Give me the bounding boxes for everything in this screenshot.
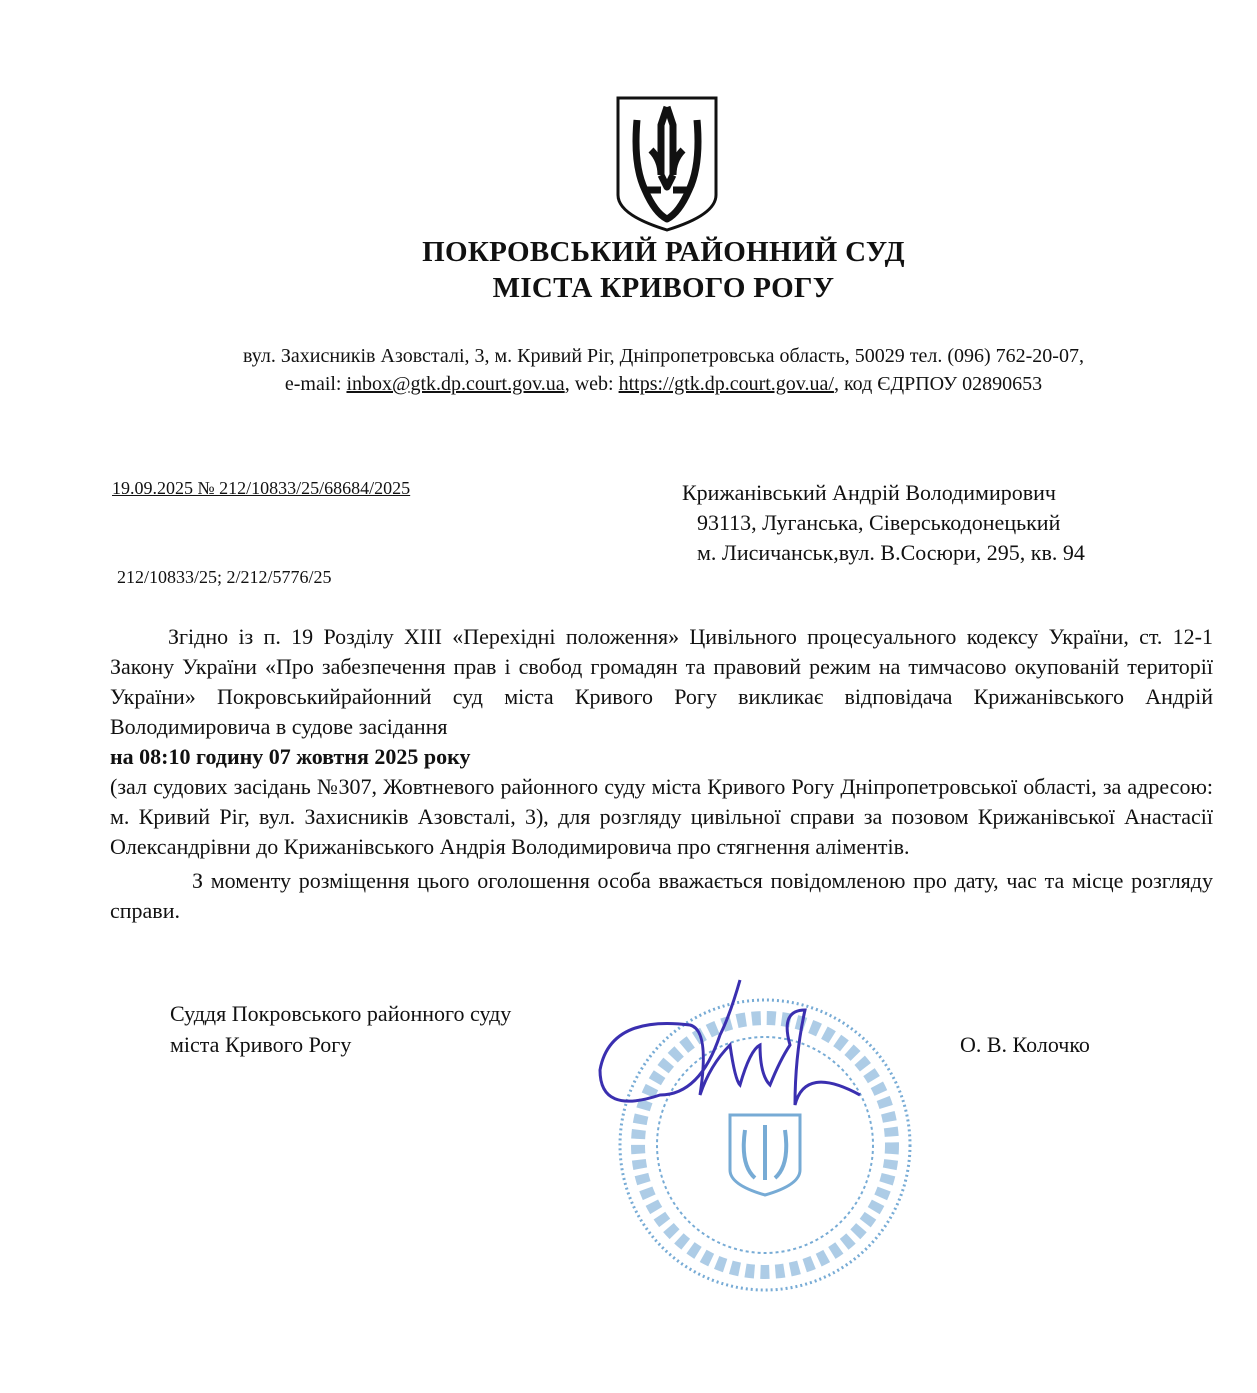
court-name-line2: МІСТА КРИВОГО РОГУ <box>492 272 835 304</box>
judge-position-line2: міста Кривого Рогу <box>170 1032 352 1057</box>
summons-text: Згідно із п. 19 Розділу XIII «Перехідні положення» Цивільного процесуального кодексу України, ст. 12-1 Закону України «Про забезпечення прав і свобод громадян та правовий режим на тимчасово окупованій території України» Покровськийрайонний суд міста Кривого Рогу викликає відповідача Крижанівського Андрій Володимировича в судове засідання <box>110 624 1213 739</box>
court-contacts <box>0 372 1257 396</box>
court-stamp-icon <box>620 1000 910 1290</box>
summons-text-end: (зал судових засідань №307, Жовтневого районного суду міста Кривого Рогу Дніпропетровської області, за адресою: м. Кривий Ріг, вул. Захисників Азовсталі, 3), для розгляду цивільної справи за позовом Крижанівської Анастасії Олександрівни до Крижанівського Андрія Володимировича про стягнення аліментів. <box>110 774 1213 859</box>
notification-paragraph: З моменту розміщення цього оголошення особа вважається повідомленою про дату, час та місце розгляду справи. <box>110 868 1213 923</box>
edrpou-code: , код ЄДРПОУ 02890653 <box>833 373 1043 395</box>
recipient-address-line3: м. Лисичанськ,вул. В.Сосюри, 295, кв. 94 <box>697 540 1085 565</box>
court-address: вул. Захисників Азовсталі, 3, м. Кривий Ріг, Дніпропетровська область, 50029 тел. (096) 762-20-07, <box>243 345 1084 367</box>
email-link[interactable]: inbox@gtk.dp.court.gov.ua <box>346 373 565 395</box>
judge-position-line1: Суддя Покровського районного суду <box>170 1001 512 1026</box>
email-label: e-mail: <box>284 373 347 395</box>
recipient-address-line2: 93113, Луганська, Сіверськодонецький <box>697 510 1061 535</box>
signature-icon <box>600 980 860 1105</box>
coat-of-arms-icon <box>615 95 719 233</box>
outgoing-number: 19.09.2025 № 212/10833/25/68684/2025 <box>112 478 411 498</box>
court-name-line1: ПОКРОВСЬКИЙ РАЙОННИЙ СУД <box>422 236 905 268</box>
web-link[interactable]: https://gtk.dp.court.gov.ua/ <box>618 373 834 395</box>
judge-name: О. В. Колочко <box>960 1032 1090 1057</box>
hearing-datetime: на 08:10 годину 07 жовтня 2025 року <box>110 744 471 769</box>
web-label: , web: <box>564 373 619 395</box>
notice-body <box>110 622 1213 926</box>
court-stamp-and-signature <box>590 975 940 1305</box>
case-references: 212/10833/25; 2/212/5776/25 <box>117 567 332 587</box>
recipient-name: Крижанівський Андрій Володимирович <box>682 480 1056 505</box>
